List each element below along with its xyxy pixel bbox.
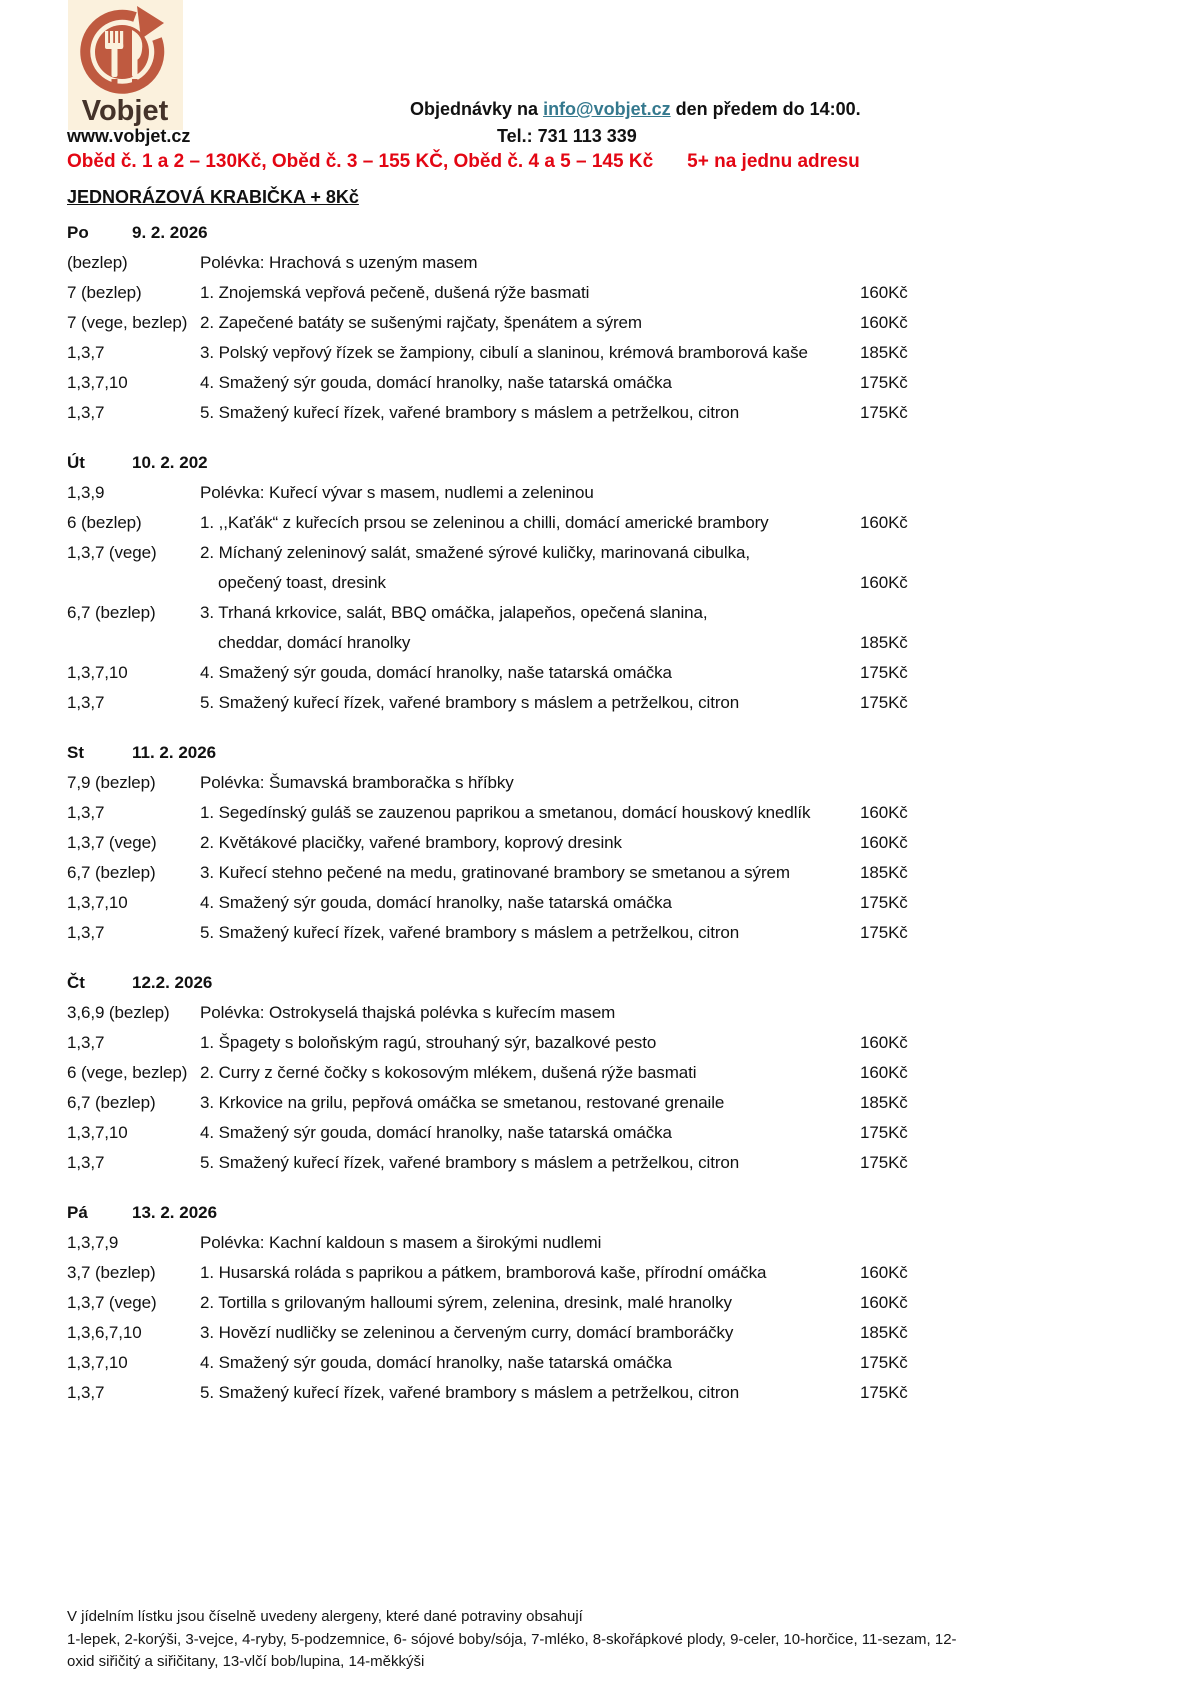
vobjet-logo-icon [68,0,183,130]
day-section [67,1198,1127,1408]
menu-row [67,1378,1127,1408]
dish-line: 1. Husarská roláda s paprikou a pátkem, bramborová kaše, přírodní omáčka [200,1263,767,1282]
menu-row [67,888,1127,918]
menu-row [67,1318,1127,1348]
allergen-codes: 6,7 (bezlep) [67,603,156,622]
dish-line: 4. Smažený sýr gouda, domácí hranolky, naše tatarská omáčka [200,1123,672,1142]
dish-price: 175Kč [860,893,908,912]
dish-price: 160Kč [860,1293,908,1312]
menu-row [67,688,1127,718]
allergen-codes: 1,3,6,7,10 [67,1323,142,1342]
dish-price: 185Kč [860,633,908,652]
allergen-codes: (bezlep) [67,253,128,272]
dish-text [200,768,860,798]
dish-text [200,368,860,398]
allergen-codes: 1,3,7,10 [67,373,128,392]
dish-text [200,278,860,308]
email-link[interactable]: info@vobjet.cz [543,99,671,119]
dish-text [200,1318,860,1348]
menu-row [67,658,1127,688]
dish-line: 4. Smažený sýr gouda, domácí hranolky, naše tatarská omáčka [200,893,672,912]
day-section [67,738,1127,948]
menu-row [67,478,1127,508]
dish-text [200,478,860,508]
dish-price: 160Kč [860,283,908,302]
dish-text [200,248,860,278]
website-url: www.vobjet.cz [67,126,191,146]
day-section [67,218,1127,428]
dish-text [200,998,860,1028]
day-header [67,738,1127,768]
menu-row [67,538,1127,598]
menu-row [67,1118,1127,1148]
dish-price: 175Kč [860,373,908,392]
phone-number: Tel.: 731 113 339 [497,126,637,146]
dish-price: 160Kč [860,513,908,532]
dish-price: 175Kč [860,403,908,422]
day-name: Út [67,453,85,472]
day-header [67,448,1127,478]
dish-line: 2. Zapečené batáty se sušenými rajčaty, špenátem a sýrem [200,313,642,332]
allergen-codes: 1,3,7 (vege) [67,833,157,852]
dish-line: 4. Smažený sýr gouda, domácí hranolky, naše tatarská omáčka [200,663,672,682]
dish-line-continued: cheddar, domácí hranolky [218,633,411,652]
day-name: Pá [67,1203,88,1222]
allergen-codes: 1,3,7,9 [67,1233,119,1252]
allergen-list-line2: oxid siřičitý a siřičitany, 13-vlčí bob/lupina, 14-měkkýši [67,1653,425,1670]
allergen-codes: 7 (bezlep) [67,283,142,302]
dish-line: 5. Smažený kuřecí řízek, vařené brambory s máslem a petrželkou, citron [200,693,740,712]
allergen-codes: 3,7 (bezlep) [67,1263,156,1282]
menu-row [67,1348,1127,1378]
menu-row [67,918,1127,948]
menu-row [67,1228,1127,1258]
day-date: 13. 2. 2026 [132,1203,218,1222]
dish-line: 5. Smažený kuřecí řízek, vařené brambory s máslem a petrželkou, citron [200,403,740,422]
lunch-prices-line [67,151,860,173]
dish-text [200,1258,860,1288]
delivery-note: 5+ na jednu adresu [687,151,860,172]
allergen-codes: 1,3,7 [67,1383,105,1402]
dish-text [200,888,860,918]
menu-row [67,338,1127,368]
dish-line: 2. Míchaný zeleninový salát, smažené sýrové kuličky, marinovaná cibulka, [200,543,750,562]
dish-text [200,858,860,888]
dish-price: 175Kč [860,693,908,712]
menu-row [67,398,1127,428]
dish-price: 185Kč [860,343,908,362]
allergen-codes: 6 (bezlep) [67,513,142,532]
menu-days [67,218,1127,1408]
dish-line: 2. Curry z černé čočky s kokosovým mlékem, dušená rýže basmati [200,1063,697,1082]
dish-price: 160Kč [860,573,908,592]
menu-row [67,1088,1127,1118]
menu-row [67,1148,1127,1178]
allergen-codes: 1,3,7 [67,403,105,422]
dish-line: 3. Polský vepřový řízek se žampiony, cibulí a slaninou, krémová bramborová kaše [200,343,808,362]
menu-row [67,508,1127,538]
dish-line: Polévka: Hrachová s uzeným masem [200,253,478,272]
dish-text [200,1228,860,1258]
dish-text [200,1148,860,1178]
dish-price: 185Kč [860,1323,908,1342]
dish-text [200,538,860,598]
allergen-codes: 1,3,7,10 [67,663,128,682]
dish-line: Polévka: Kuřecí vývar s masem, nudlemi a zeleninou [200,483,594,502]
dish-price: 160Kč [860,803,908,822]
dish-line: 5. Smažený kuřecí řízek, vařené brambory s máslem a petrželkou, citron [200,923,740,942]
allergen-codes: 3,6,9 (bezlep) [67,1003,170,1022]
allergen-codes: 7,9 (bezlep) [67,773,156,792]
lunch-prices: Oběd č. 1 a 2 – 130Kč, Oběd č. 3 – 155 KČ, Oběd č. 4 a 5 – 145 Kč [67,151,654,172]
dish-text [200,798,860,828]
dish-price: 160Kč [860,833,908,852]
allergen-codes: 1,3,7 [67,1153,105,1172]
dish-line: 3. Krkovice na grilu, pepřová omáčka se smetanou, restované grenaile [200,1093,725,1112]
dish-line: 2. Květákové placičky, vařené brambory, koprový dresink [200,833,622,852]
dish-line: 3. Trhaná krkovice, salát, BBQ omáčka, jalapeňos, opečená slanina, [200,603,708,622]
allergen-list-line1: 1-lepek, 2-korýši, 3-vejce, 4-ryby, 5-podzemnice, 6- sójové boby/sója, 7-mléko, 8-skořápkové plody, 9-celer, 10-horčice, 11-sezam, 12- [67,1630,957,1648]
menu-row [67,768,1127,798]
menu-row [67,828,1127,858]
dish-line: Polévka: Ostrokyselá thajská polévka s kuřecím masem [200,1003,616,1022]
day-date: 9. 2. 2026 [132,223,208,242]
menu-row [67,248,1127,278]
allergen-codes: 1,3,7 [67,1033,105,1052]
allergen-intro: V jídelním lístku jsou číselně uvedeny alergeny, které dané potraviny obsahují [67,1608,583,1625]
menu-row [67,1258,1127,1288]
dish-text [200,1118,860,1148]
dish-price: 185Kč [860,863,908,882]
allergen-codes: 7 (vege, bezlep) [67,313,188,332]
day-name: Po [67,223,89,242]
dish-price: 175Kč [860,663,908,682]
allergen-codes: 1,3,7 (vege) [67,1293,157,1312]
dish-price: 160Kč [860,1063,908,1082]
order-instructions [410,99,861,120]
dish-price: 160Kč [860,1033,908,1052]
allergen-codes: 1,3,7,10 [67,1353,128,1372]
allergen-codes: 1,3,7 (vege) [67,543,157,562]
day-date: 12.2. 2026 [132,973,213,992]
dish-line: 1. Špagety s boloňským ragú, strouhaný sýr, bazalkové pesto [200,1033,657,1052]
dish-text [200,658,860,688]
allergen-codes: 6 (vege, bezlep) [67,1063,188,1082]
day-date: 11. 2. 2026 [132,743,217,762]
allergen-codes: 6,7 (bezlep) [67,1093,156,1112]
day-header [67,1198,1127,1228]
allergen-codes: 1,3,9 [67,483,105,502]
dish-line: Polévka: Kachní kaldoun s masem a širokými nudlemi [200,1233,602,1252]
day-name: Čt [67,973,85,992]
menu-row [67,368,1127,398]
dish-price: 175Kč [860,1353,908,1372]
dish-price: 175Kč [860,1383,908,1402]
dish-price: 175Kč [860,923,908,942]
dish-price: 185Kč [860,1093,908,1112]
dish-line: 5. Smažený kuřecí řízek, vařené brambory s máslem a petrželkou, citron [200,1383,740,1402]
dish-line: 4. Smažený sýr gouda, domácí hranolky, naše tatarská omáčka [200,373,672,392]
menu-row [67,308,1127,338]
vobjet-logo [68,0,183,130]
dish-price: 160Kč [860,1263,908,1282]
dish-text [200,1348,860,1378]
dish-text [200,398,860,428]
dish-text [200,918,860,948]
dish-price: 175Kč [860,1123,908,1142]
dish-text [200,1058,860,1088]
day-section [67,448,1127,718]
day-header [67,968,1127,998]
takeaway-box-note: JEDNORÁZOVÁ KRABIČKA + 8Kč [67,187,359,207]
dish-line: 3. Hovězí nudličky se zeleninou a červeným curry, domácí bramboráčky [200,1323,734,1342]
menu-row [67,1288,1127,1318]
dish-line: 1. ,,Kaťák“ z kuřecích prsou se zeleninou a chilli, domácí americké brambory [200,513,769,532]
dish-text [200,598,860,658]
menu-row [67,1058,1127,1088]
dish-text [200,1088,860,1118]
allergen-codes: 1,3,7 [67,693,105,712]
dish-line: 4. Smažený sýr gouda, domácí hranolky, naše tatarská omáčka [200,1353,672,1372]
allergen-codes: 1,3,7,10 [67,1123,128,1142]
dish-price: 160Kč [860,313,908,332]
day-section [67,968,1127,1178]
menu-row [67,858,1127,888]
dish-text [200,1028,860,1058]
menu-row [67,598,1127,658]
dish-text [200,828,860,858]
dish-line-continued: opečený toast, dresink [218,573,386,592]
logo-brand-text: Vobjet [81,95,169,127]
dish-line: Polévka: Šumavská bramboračka s hříbky [200,773,514,792]
day-date: 10. 2. 202 [132,453,208,472]
allergen-codes: 1,3,7 [67,923,105,942]
dish-text [200,508,860,538]
allergen-codes: 1,3,7 [67,343,105,362]
dish-line: 3. Kuřecí stehno pečené na medu, gratinované brambory se smetanou a sýrem [200,863,790,882]
menu-row [67,998,1127,1028]
dish-line: 2. Tortilla s grilovaným halloumi sýrem, zelenina, dresink, malé hranolky [200,1293,732,1312]
menu-row [67,278,1127,308]
dish-line: 1. Segedínský guláš se zauzenou paprikou a smetanou, domácí houskový knedlík [200,803,811,822]
dish-text [200,1378,860,1408]
menu-row [67,1028,1127,1058]
dish-line: 1. Znojemská vepřová pečeně, dušená rýže basmati [200,283,590,302]
allergen-codes: 6,7 (bezlep) [67,863,156,882]
order-prefix: Objednávky na [410,99,544,119]
day-header [67,218,1127,248]
dish-text [200,338,860,368]
dish-text [200,688,860,718]
dish-text [200,308,860,338]
order-suffix: den předem do 14:00. [670,99,861,119]
dish-price: 175Kč [860,1153,908,1172]
menu-row [67,798,1127,828]
dish-line: 5. Smažený kuřecí řízek, vařené brambory s máslem a petrželkou, citron [200,1153,740,1172]
day-name: St [67,743,84,762]
allergen-codes: 1,3,7,10 [67,893,128,912]
dish-text [200,1288,860,1318]
allergen-codes: 1,3,7 [67,803,105,822]
allergen-footer [67,1606,1129,1674]
